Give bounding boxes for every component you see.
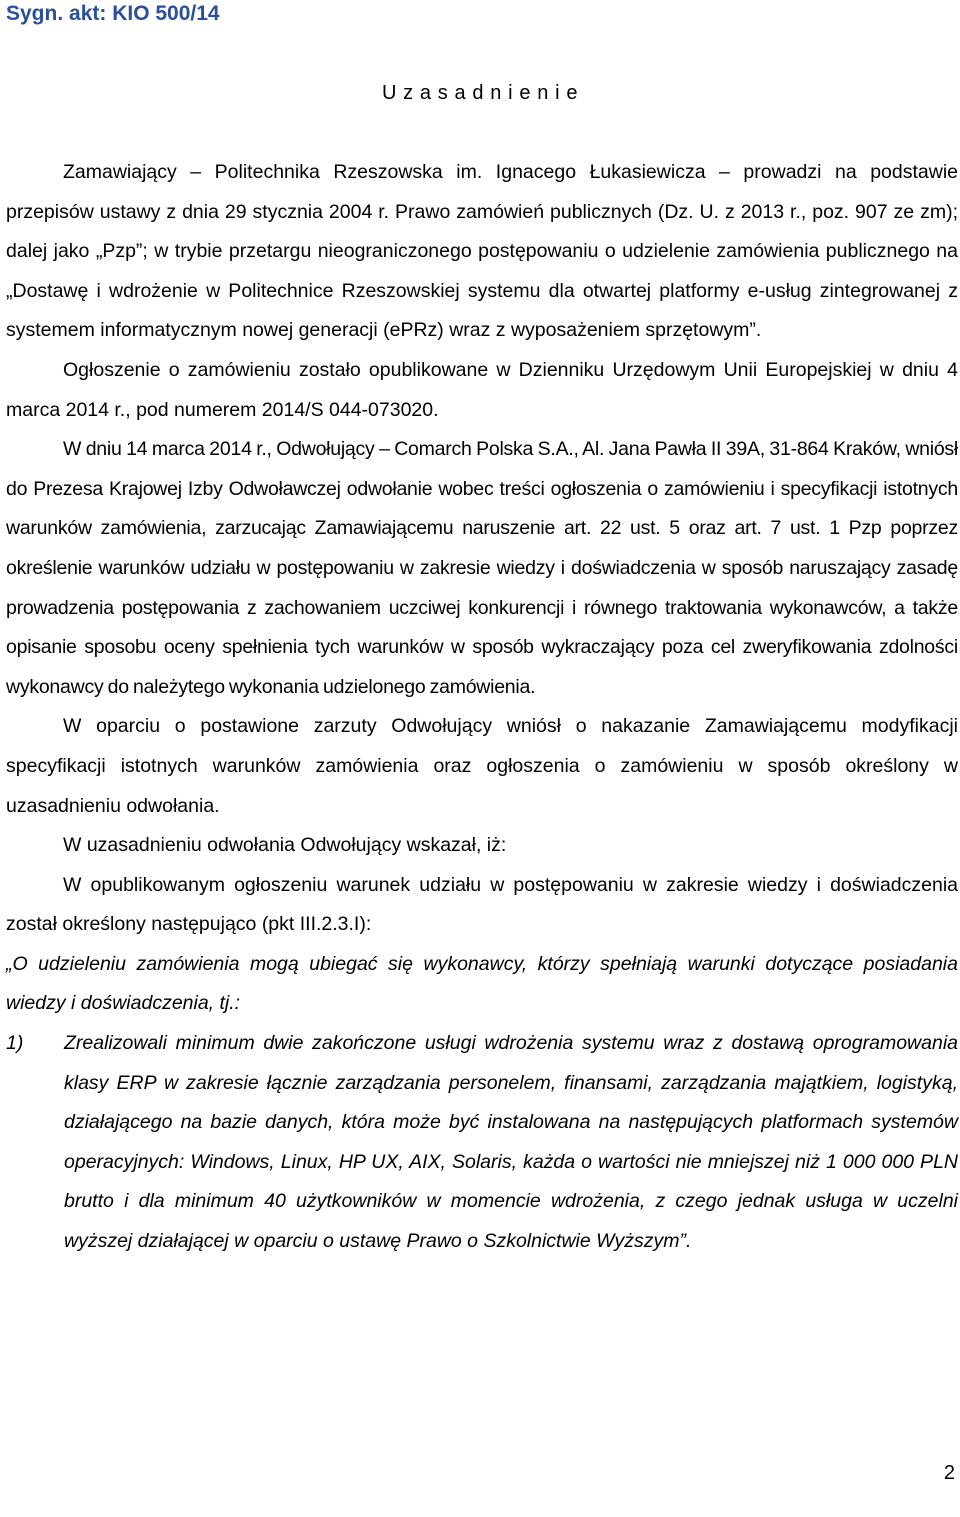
document-body: [6, 153, 958, 1262]
page-number: 2: [943, 1462, 955, 1484]
list-item-text: Zrealizowali minimum dwie zakończone usługi wdrożenia systemu wraz z dostawą oprogramowania klasy ERP w zakresie łącznie zarządzania personelem, finansami, zarządzania majątkiem, logistyką, działającego na bazie danych, która może być instalowana na następujących platformach systemów operacyjnych: Windows, Linux, HP UX, AIX, Solaris, każda o wartości nie mniejszej niż 1 000 000 PLN brutto i dla minimum 40 użytkowników w momencie wdrożenia, z czego jednak usługa w uczelni wyższej działającej w oparciu o ustawę Prawo o Szkolnictwie Wyższym”.: [64, 1032, 958, 1253]
paragraph-request: W oparciu o postawione zarzuty Odwołujący wniósł o nakazanie Zamawiającemu modyfikacji specyfikacji istotnych warunków zamówienia oraz ogłoszenia o zamówieniu w sposób określony w uzasadnieniu odwołania.: [6, 715, 958, 817]
quoted-condition: „O udzieleniu zamówienia mogą ubiegać się wykonawcy, którzy spełniają warunki dotyczące posiadania wiedzy i doświadczenia, tj.:: [6, 952, 958, 1015]
paragraph-condition: W opublikowanym ogłoszeniu warunek udziału w postępowaniu w zakresie wiedzy i doświadczenia został określony następująco (pkt III.2.3.I):: [6, 873, 958, 936]
list-item-number: 1): [6, 1032, 24, 1055]
paragraph-publication: Ogłoszenie o zamówieniu zostało opublikowane w Dzienniku Urzędowym Unii Europejskiej w dniu 4 marca 2014 r., pod numerem 2014/S 044-073020.: [6, 358, 958, 421]
paragraph-appeal: W dniu 14 marca 2014 r., Odwołujący – Comarch Polska S.A., Al. Jana Pawła II 39A, 31-864 Kraków, wniósł do Prezesa Krajowej Izby Odwoławczej odwołanie wobec treści ogłoszenia o zamówieniu i specyfikacji istotnych warunków zamówienia, zarzucając Zamawiającemu naruszenie art. 22 ust. 5 oraz art. 7 ust. 1 Pzp poprzez określenie warunków udziału w postępowaniu w zakresie wiedzy i doświadczenia w sposób naruszający zasadę prowadzenia postępowania z zachowaniem uczciwej konkurencji i równego traktowania wykonawców, a także opisanie sposobu oceny spełnienia tych warunków w sposób wykraczający poza cel zweryfikowania zdolności wykonawcy do należytego wykonania udzielonego zamówienia.: [6, 438, 958, 698]
paragraph-intro: Zamawiający – Politechnika Rzeszowska im. Ignacego Łukasiewicza – prowadzi na podstawie przepisów ustawy z dnia 29 stycznia 2004 r. Prawo zamówień publicznych (Dz. U. z 2013 r., poz. 907 ze zm); dalej jako „Pzp”; w trybie przetargu nieograniczonego postępowaniu o udzielenie zamówienia publicznego na „Dostawę i wdrożenie w Politechnice Rzeszowskiej systemu dla otwartej platformy e-usług zintegrowanej z systemem informatycznym nowej generacji (ePRz) wraz z wyposażeniem sprzętowym”.: [6, 161, 958, 342]
list-item: [6, 1024, 958, 1262]
paragraph-justification-intro: W uzasadnieniu odwołania Odwołujący wskazał, iż:: [63, 834, 507, 857]
document-heading: U z a s a d n i e n i e: [381, 82, 579, 104]
case-signature: Sygn. akt: KIO 500/14: [6, 2, 220, 25]
